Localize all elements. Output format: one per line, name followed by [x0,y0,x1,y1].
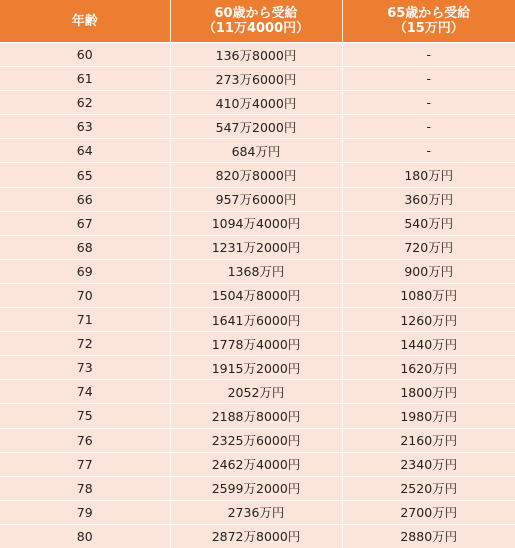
table-row [0,356,515,380]
header-age: 年齢 [0,0,170,43]
table-row [0,476,515,500]
from-60-cell: 1368万円 [170,259,342,283]
table-row [0,283,515,307]
table-row [0,67,515,91]
from-60-cell: 136万8000円 [170,43,342,67]
from-65-cell: 1440万円 [342,332,515,356]
header-from-65-amount: （15万円） [343,21,515,36]
age-cell: 70 [0,283,170,307]
age-cell: 74 [0,380,170,404]
from-60-cell: 1504万8000円 [170,283,342,307]
table-body [0,43,515,548]
from-65-cell: 1260万円 [342,308,515,332]
table-row [0,259,515,283]
from-65-cell: 540万円 [342,211,515,235]
table-row [0,139,515,163]
table-row [0,380,515,404]
age-cell: 65 [0,163,170,187]
age-cell: 75 [0,404,170,428]
from-65-cell: 1080万円 [342,283,515,307]
age-cell: 66 [0,187,170,211]
from-60-cell: 957万6000円 [170,187,342,211]
table-row [0,211,515,235]
age-cell: 73 [0,356,170,380]
table-row [0,91,515,115]
age-cell: 67 [0,211,170,235]
table-row [0,332,515,356]
header-from-65-title: 65歳から受給 [343,6,515,21]
from-65-cell: 2160万円 [342,428,515,452]
from-65-cell: - [342,91,515,115]
table-row [0,235,515,259]
header-row [0,0,515,43]
from-65-cell: - [342,115,515,139]
from-65-cell: 180万円 [342,163,515,187]
from-60-cell: 684万円 [170,139,342,163]
age-cell: 78 [0,476,170,500]
from-60-cell: 2325万6000円 [170,428,342,452]
header-from-65 [342,0,515,43]
from-60-cell: 2736万円 [170,500,342,524]
from-60-cell: 273万6000円 [170,67,342,91]
from-65-cell: 720万円 [342,235,515,259]
age-cell: 77 [0,452,170,476]
from-65-cell: 2700万円 [342,500,515,524]
from-65-cell: 2520万円 [342,476,515,500]
table-row [0,187,515,211]
from-60-cell: 1778万4000円 [170,332,342,356]
from-65-cell: 1800万円 [342,380,515,404]
from-60-cell: 2599万2000円 [170,476,342,500]
age-cell: 69 [0,259,170,283]
from-65-cell: 2340万円 [342,452,515,476]
from-60-cell: 1094万4000円 [170,211,342,235]
table-row [0,163,515,187]
table-row [0,428,515,452]
from-60-cell: 1915万2000円 [170,356,342,380]
table-row [0,43,515,67]
age-cell: 72 [0,332,170,356]
table-row [0,404,515,428]
from-60-cell: 2188万8000円 [170,404,342,428]
from-65-cell: 360万円 [342,187,515,211]
from-60-cell: 410万4000円 [170,91,342,115]
from-65-cell: - [342,139,515,163]
table-row [0,308,515,332]
from-65-cell: 2880万円 [342,524,515,548]
from-65-cell: 1980万円 [342,404,515,428]
table-header [0,0,515,43]
from-60-cell: 2462万4000円 [170,452,342,476]
age-cell: 61 [0,67,170,91]
from-65-cell: - [342,67,515,91]
age-cell: 64 [0,139,170,163]
age-cell: 63 [0,115,170,139]
table-row [0,524,515,548]
from-65-cell: - [342,43,515,67]
from-60-cell: 820万8000円 [170,163,342,187]
header-from-60-title: 60歳から受給 [171,6,342,21]
table-row [0,452,515,476]
table-row [0,115,515,139]
from-60-cell: 2872万8000円 [170,524,342,548]
table-row [0,500,515,524]
age-cell: 76 [0,428,170,452]
age-cell: 60 [0,43,170,67]
header-from-60-amount: （11万4000円） [171,21,342,36]
age-cell: 62 [0,91,170,115]
from-60-cell: 547万2000円 [170,115,342,139]
from-65-cell: 900万円 [342,259,515,283]
age-cell: 71 [0,308,170,332]
header-from-60 [170,0,342,43]
from-60-cell: 1641万6000円 [170,308,342,332]
from-60-cell: 2052万円 [170,380,342,404]
age-cell: 68 [0,235,170,259]
from-65-cell: 1620万円 [342,356,515,380]
from-60-cell: 1231万2000円 [170,235,342,259]
age-cell: 80 [0,524,170,548]
age-cell: 79 [0,500,170,524]
